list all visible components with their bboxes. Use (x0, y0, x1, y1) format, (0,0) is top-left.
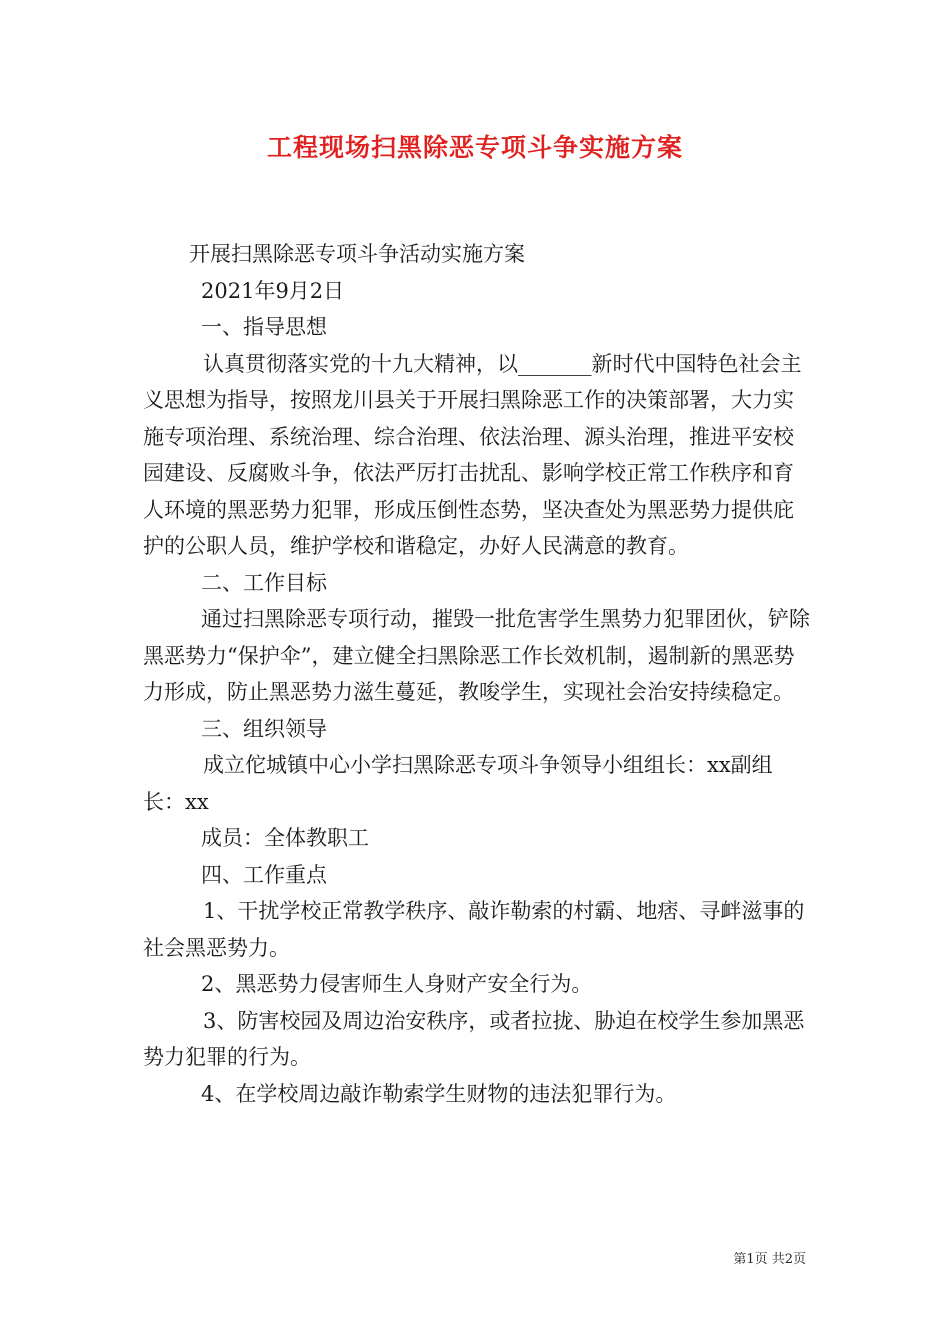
paragraph: 成员：全体教职工 (201, 826, 369, 850)
paragraph: 成立佗城镇中心小学扫黑除恶专项斗争领导小组组长：xx副组长：xx (143, 753, 773, 814)
section-heading: 二、工作目标 (201, 570, 327, 595)
list-item: 1、干扰学校正常教学秩序、敲诈勒索的村霸、地痞、寻衅滋事的社会黑恶势力。 (143, 899, 805, 960)
paragraph: 2021年9月2日 (201, 278, 345, 303)
section-heading: 一、指导思想 (201, 315, 327, 339)
section-heading: 三、组织领导 (201, 716, 327, 741)
paragraph: 通过扫黑除恶专项行动，摧毁一批危害学生黑势力犯罪团伙，铲除黑恶势力“保护伞”，建立健全扫黑除恶工作长效机制，遏制新的黑恶势力形成，防止黑恶势力滋生蔓延，教唆学生，实现社会治安持续稳定。 (143, 607, 810, 704)
list-item: 4、在学校周边敲诈勒索学生财物的违法犯罪行为。 (201, 1081, 677, 1106)
paragraph: 开展扫黑除恶专项斗争活动实施方案 (189, 242, 525, 266)
document-title: 工程现场扫黑除恶专项斗争实施方案 (266, 133, 683, 162)
list-item: 3、防害校园及周边治安秩序，或者拉拢、胁迫在校学生参加黑恶势力犯罪的行为。 (143, 1008, 805, 1069)
list-item: 2、黑恶势力侵害师生人身财产安全行为。 (201, 972, 593, 996)
paragraph: 认真贯彻落实党的十九大精神，以_______新时代中国特色社会主义思想为指导，按照龙川县关于开展扫黑除恶工作的决策部署，大力实施专项治理、系统治理、综合治理、依法治理、源头治理，推进平安校园建设、反腐败斗争，依法严厉打击扰乱、影响学校正常工作秩序和育人环境的黑恶势力犯罪，形成压倒性态势，坚决查处为黑恶势力提供庇护的公职人员，维护学校和谐稳定，办好人民满意的教育。 (143, 351, 802, 558)
page-number-footer: 第1页 共2页 (733, 1252, 806, 1267)
section-heading: 四、工作重点 (201, 862, 327, 887)
document-body (143, 236, 811, 1112)
